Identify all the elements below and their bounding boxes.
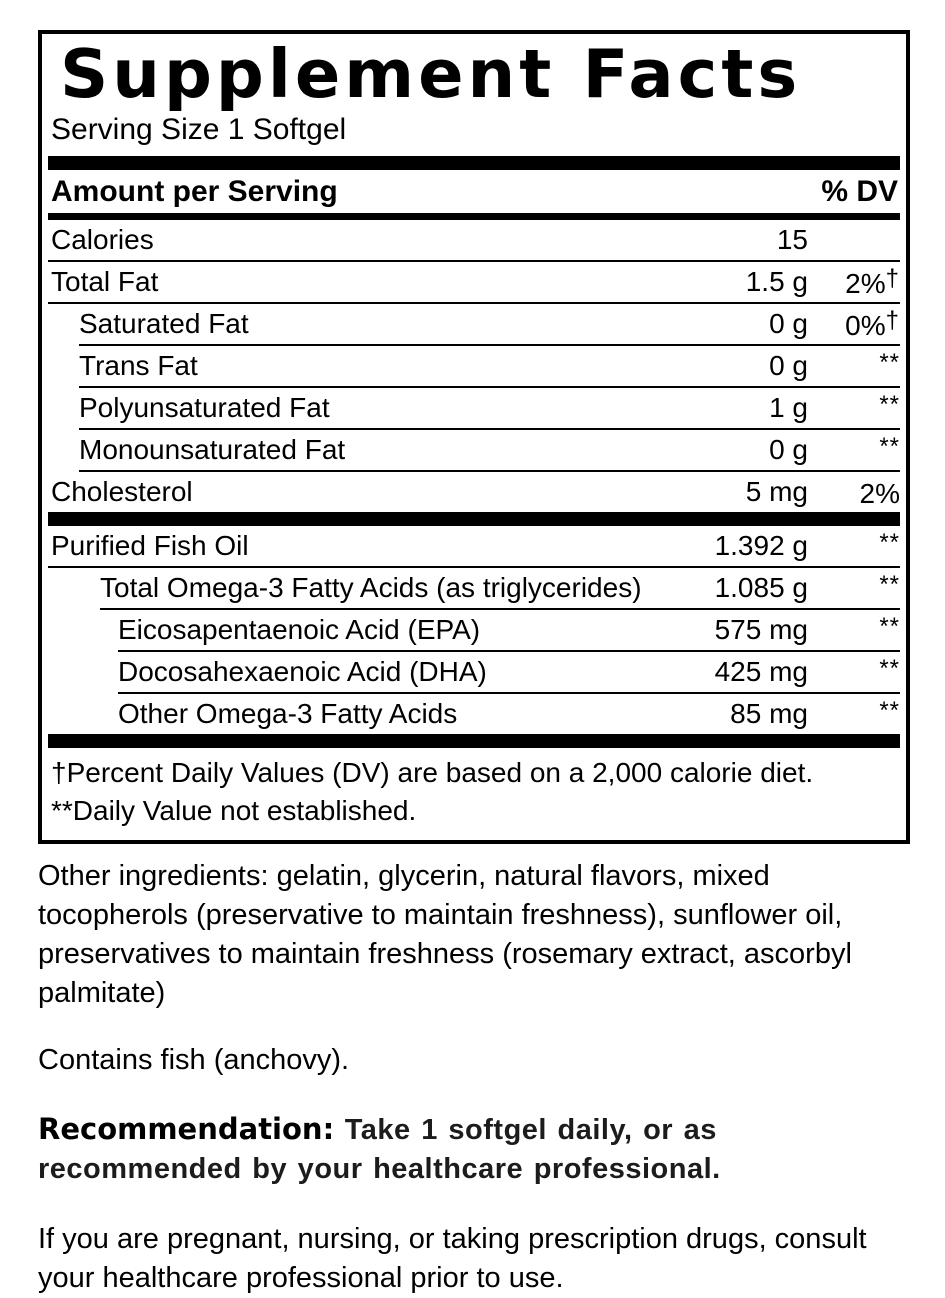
nutrient-amount: 85 mg bbox=[730, 698, 808, 729]
nutrient-name: Eicosapentaenoic Acid (EPA) bbox=[118, 614, 481, 645]
dv-mark: † bbox=[885, 306, 900, 334]
nutrient-amount: 0 g bbox=[769, 434, 808, 465]
table-row-trans-fat bbox=[48, 346, 900, 386]
nutrient-dv bbox=[808, 613, 900, 648]
nutrient-name: Calories bbox=[51, 224, 154, 255]
dv-footnote: †Percent Daily Values (DV) are based on a 2,000 calorie diet. bbox=[51, 757, 814, 788]
divider-medium bbox=[48, 213, 900, 220]
nutrient-amount: 1.085 g bbox=[714, 572, 808, 603]
nutrient-amount: 5 mg bbox=[745, 476, 808, 507]
dv-mark: ** bbox=[879, 612, 900, 640]
table-row-cholesterol bbox=[48, 472, 900, 512]
nutrient-name: Saturated Fat bbox=[79, 308, 249, 339]
table-row-polyunsaturated-fat bbox=[48, 388, 900, 428]
dv-mark: ** bbox=[879, 696, 900, 724]
recommendation-text: Take 1 softgel daily, or as recommended by your healthcare professional. bbox=[38, 1114, 721, 1185]
nutrient-amount: 0 g bbox=[769, 308, 808, 339]
nutrient-amount: 0 g bbox=[769, 350, 808, 381]
nutrient-dv bbox=[808, 433, 900, 468]
nutrient-dv bbox=[808, 655, 900, 690]
nutrient-amount: 1 g bbox=[769, 392, 808, 423]
recommendation bbox=[38, 1110, 910, 1189]
nutrient-amount: 15 bbox=[776, 224, 808, 255]
amount-per-serving-header: Amount per Serving bbox=[51, 174, 338, 208]
nutrient-name: Monounsaturated Fat bbox=[79, 434, 346, 465]
dv-value: 0% bbox=[845, 309, 886, 341]
recommendation-label: Recommendation: bbox=[38, 1112, 335, 1146]
table-row-other-omega3 bbox=[48, 694, 900, 734]
nutrient-dv bbox=[808, 391, 900, 426]
nutrient-name: Purified Fish Oil bbox=[51, 530, 249, 561]
dv-mark: ** bbox=[879, 570, 900, 598]
not-established-footnote: **Daily Value not established. bbox=[51, 795, 417, 826]
nutrient-dv bbox=[808, 349, 900, 384]
table-row-calories bbox=[48, 220, 900, 260]
nutrient-name: Docosahexaenoic Acid (DHA) bbox=[118, 656, 487, 687]
supplement-facts-panel bbox=[38, 30, 910, 844]
dv-mark: ** bbox=[879, 528, 900, 556]
nutrient-dv bbox=[808, 307, 900, 342]
nutrient-name: Cholesterol bbox=[51, 476, 193, 507]
table-row-total-omega3 bbox=[48, 568, 900, 608]
nutrient-name: Other Omega-3 Fatty Acids bbox=[118, 698, 458, 729]
table-row-epa bbox=[48, 610, 900, 650]
dv-mark: ** bbox=[879, 390, 900, 418]
table-row-total-fat bbox=[48, 262, 900, 302]
dv-mark: ** bbox=[879, 654, 900, 682]
nutrient-name: Trans Fat bbox=[79, 350, 198, 381]
nutrient-name: Total Omega-3 Fatty Acids (as triglycerides) bbox=[100, 572, 642, 603]
pregnancy-warning: If you are pregnant, nursing, or taking prescription drugs, consult your healthcare professional prior to use. bbox=[38, 1223, 867, 1294]
serving-size: Serving Size 1 Softgel bbox=[51, 113, 347, 146]
nutrient-dv bbox=[808, 529, 900, 564]
dv-mark: ** bbox=[879, 348, 900, 376]
table-row-purified-fish-oil bbox=[48, 526, 900, 566]
nutrient-dv bbox=[808, 475, 900, 510]
dv-mark: ** bbox=[879, 432, 900, 460]
column-header-row bbox=[48, 170, 900, 213]
allergen-statement: Contains fish (anchovy). bbox=[38, 1044, 350, 1076]
nutrient-amount: 1.392 g bbox=[714, 530, 808, 561]
dv-value: 2% bbox=[859, 477, 900, 509]
nutrient-dv bbox=[808, 697, 900, 732]
nutrient-amount: 1.5 g bbox=[745, 266, 808, 297]
divider-thick bbox=[48, 734, 900, 748]
nutrient-dv bbox=[808, 571, 900, 606]
divider-thick bbox=[48, 512, 900, 526]
nutrient-amount: 425 mg bbox=[714, 656, 808, 687]
nutrient-name: Total Fat bbox=[51, 266, 159, 297]
other-ingredients: Other ingredients: gelatin, glycerin, natural flavors, mixed tocopherols (preservative to maintain freshness), sunflower oil, preservatives to maintain freshness (rosemary extract, ascorbyl palmitate) bbox=[38, 860, 852, 1009]
nutrient-amount: 575 mg bbox=[714, 614, 808, 645]
footnotes bbox=[48, 748, 900, 832]
dv-mark: † bbox=[885, 264, 900, 292]
divider-thick bbox=[48, 156, 900, 170]
dv-value: 2% bbox=[845, 267, 886, 299]
nutrient-dv bbox=[808, 265, 900, 300]
table-row-dha bbox=[48, 652, 900, 692]
percent-dv-header: % DV bbox=[821, 174, 898, 208]
nutrient-name: Polyunsaturated Fat bbox=[79, 392, 330, 423]
table-row-saturated-fat bbox=[48, 304, 900, 344]
table-row-monounsaturated-fat bbox=[48, 430, 900, 470]
panel-title: Supplement Facts bbox=[60, 35, 802, 113]
